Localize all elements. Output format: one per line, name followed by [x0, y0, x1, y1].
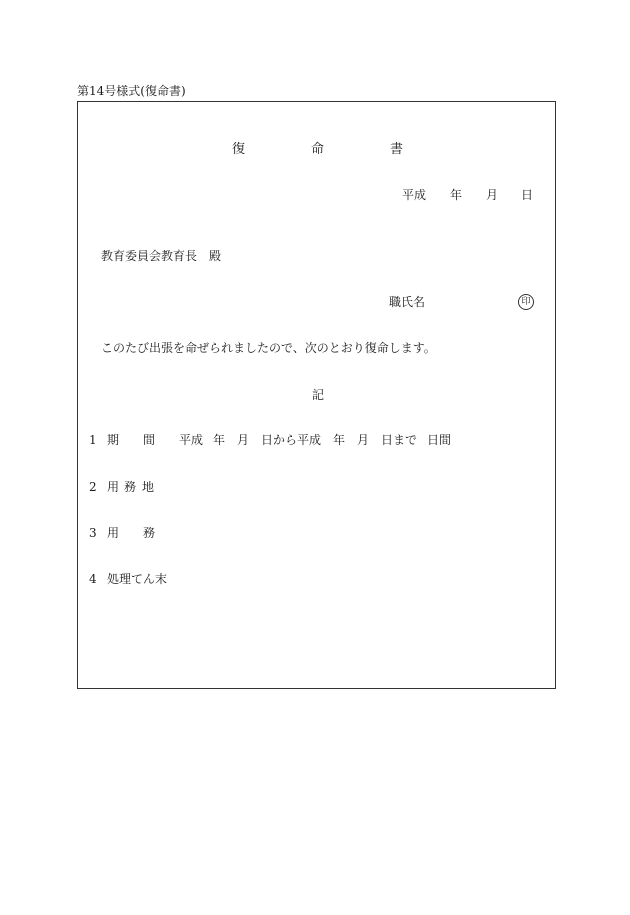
- item-label-char: 用: [107, 480, 120, 494]
- item-label: 処理てん末: [107, 572, 168, 586]
- body-text: このたび出張を命ぜられましたので、次のとおり復命します。: [101, 341, 436, 355]
- item-label-char: 務: [143, 526, 156, 540]
- signature-label: 職氏名: [389, 295, 426, 309]
- notes-heading: 記: [312, 388, 325, 402]
- period-start-month: 月: [237, 433, 250, 447]
- period-end-day: 日まで: [381, 433, 418, 447]
- form-number-label: 第14号様式(復命書): [77, 84, 186, 98]
- date-era: 平成: [402, 188, 427, 202]
- item-number: 4: [89, 572, 97, 586]
- item-label-char: 期: [107, 433, 120, 447]
- item-label-char: 間: [143, 433, 156, 447]
- document-title-char: 復: [232, 142, 246, 157]
- item-number: 1: [89, 433, 97, 447]
- item-label-char: 務: [124, 480, 137, 494]
- period-end-month: 月: [357, 433, 370, 447]
- date-month: 月: [486, 188, 499, 202]
- date-day: 日: [521, 188, 534, 202]
- period-end-year: 年: [333, 433, 346, 447]
- item-number: 2: [89, 480, 97, 494]
- addressee-name: 教育委員会教育長: [101, 249, 198, 263]
- period-start-year: 年: [213, 433, 226, 447]
- addressee-honorific: 殿: [209, 249, 222, 263]
- item-label-char: 地: [142, 480, 155, 494]
- seal-mark: 印: [518, 294, 534, 310]
- period-start-era: 平成: [179, 433, 204, 447]
- document-title-char: 命: [311, 142, 325, 157]
- date-year: 年: [450, 188, 463, 202]
- document-title-char: 書: [390, 142, 404, 157]
- period-days: 日間: [427, 433, 452, 447]
- item-number: 3: [89, 526, 97, 540]
- period-start-day: 日から平成: [261, 433, 322, 447]
- item-label-char: 用: [107, 526, 120, 540]
